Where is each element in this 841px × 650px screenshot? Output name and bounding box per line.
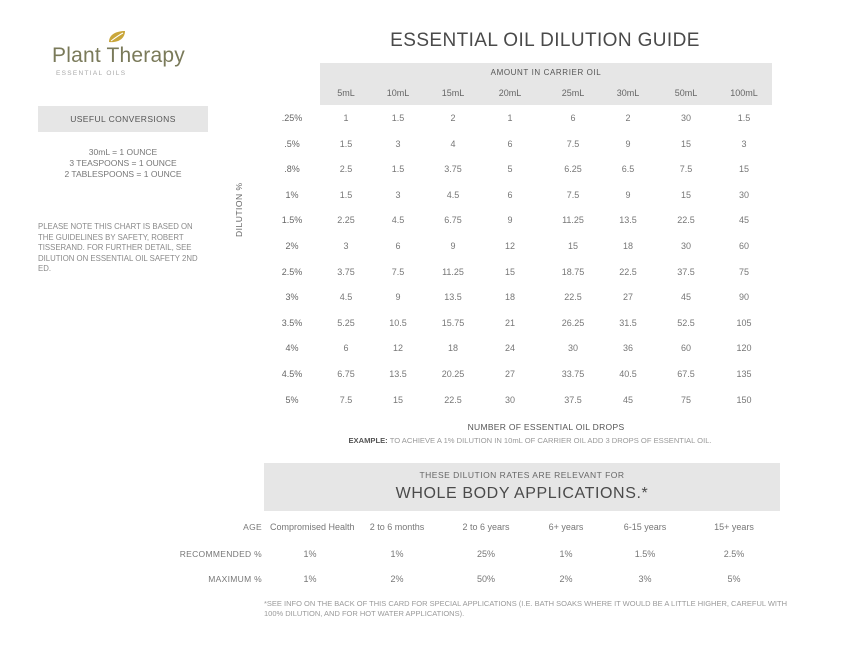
drop-count-cell: 18	[504, 292, 515, 303]
conversions-heading: USEFUL CONVERSIONS	[38, 106, 208, 132]
recommended-label: RECOMMENDED %	[179, 549, 262, 559]
drop-count-cell: 7.5	[391, 266, 405, 277]
drop-count-cell: 30	[680, 113, 691, 123]
drop-count-cell: 22.5	[619, 266, 637, 277]
drop-count-cell: 15.75	[441, 317, 465, 328]
volume-header: 25mL	[561, 88, 585, 98]
drop-count-cell: 11.25	[562, 215, 584, 226]
example-lead: EXAMPLE:	[348, 436, 388, 445]
drop-count-cell: 9	[625, 189, 631, 200]
drop-count-cell: 5.25	[337, 317, 355, 328]
drop-count-cell: 105	[736, 317, 752, 328]
drop-count-cell: 60	[680, 343, 691, 354]
age-group: 15+ years	[714, 522, 754, 532]
drop-count-cell: 9	[395, 292, 401, 303]
drop-count-cell: 4.5	[339, 292, 353, 303]
maximum-value: 3%	[638, 574, 652, 584]
drop-count-cell: 7.5	[566, 189, 580, 200]
drop-count-cell: 7.5	[679, 164, 693, 175]
drop-count-cell: 60	[738, 241, 749, 251]
drop-count-cell: 75	[680, 394, 691, 405]
volume-header: 50mL	[674, 88, 698, 98]
drop-count-cell: 3	[395, 189, 401, 200]
drop-count-cell: 37.5	[677, 266, 695, 277]
dilution-percent: 3.5%	[281, 317, 303, 328]
drop-count-cell: 1.5	[737, 113, 751, 123]
drop-count-cell: 3.75	[444, 164, 462, 175]
drop-count-cell: 2	[625, 113, 631, 123]
drops-label: NUMBER OF ESSENTIAL OIL DROPS	[467, 422, 625, 432]
footnote: *SEE INFO ON THE BACK OF THIS CARD FOR SPECIAL APPLICATIONS (I.E. BATH SOAKS WHERE IT WOULD BE A LITTLE HIGHER, CAREFUL WITH 100% DILUTION, AND FOR HOT WATER APPLICATIONS).	[264, 599, 788, 618]
age-group: Compromised Health	[270, 522, 355, 532]
age-group: 2 to 6 years	[462, 522, 510, 532]
drop-count-cell: 15	[738, 164, 749, 175]
drop-count-cell: 22.5	[677, 215, 695, 226]
brand-logo	[52, 30, 202, 80]
volume-header: 100mL	[730, 88, 758, 98]
drop-count-cell: 15	[680, 189, 691, 200]
drop-count-cell: 120	[736, 343, 752, 354]
drop-count-cell: 1.5	[339, 138, 353, 149]
recommended-value: 25%	[476, 549, 495, 559]
drop-count-cell: 15	[504, 266, 515, 277]
drop-count-cell: 1	[343, 113, 349, 123]
drop-count-cell: 11.25	[442, 266, 464, 277]
leaf-icon	[107, 30, 127, 44]
volume-header: 15mL	[441, 88, 465, 98]
example-text	[250, 436, 810, 445]
age-group: 6+ years	[548, 522, 584, 532]
dilution-percent: 3%	[285, 292, 299, 303]
recommended-value: 1%	[559, 549, 573, 559]
drop-count-cell: 1.5	[391, 164, 405, 175]
drop-count-cell: 22.5	[444, 394, 462, 405]
drop-count-cell: 4	[450, 138, 456, 149]
dilution-percent: 4.5%	[281, 369, 303, 379]
drop-count-cell: 37.5	[564, 394, 582, 405]
conversion-line: 3 TEASPOONS = 1 OUNCE	[69, 158, 177, 168]
drop-count-cell: 9	[625, 138, 631, 149]
drop-count-cell: 40.5	[619, 369, 637, 379]
drop-count-cell: 2.5	[339, 164, 353, 175]
drop-count-cell: 24	[504, 343, 515, 354]
recommended-value: 1%	[390, 549, 404, 559]
maximum-value: 2%	[390, 574, 404, 584]
drop-count-cell: 12	[504, 241, 515, 251]
drop-count-cell: 6	[395, 241, 401, 251]
drop-count-cell: 18	[447, 343, 458, 354]
drop-count-cell: 90	[738, 292, 749, 303]
dilution-percent: 4%	[285, 343, 299, 354]
drop-count-cell: 3	[741, 138, 747, 149]
maximum-value: 50%	[476, 574, 495, 584]
drop-count-cell: 1	[507, 113, 513, 123]
drop-count-cell: 67.5	[677, 369, 695, 379]
drop-count-cell: 52.5	[677, 317, 695, 328]
drop-count-cell: 7.5	[339, 394, 353, 405]
drop-count-cell: 1.5	[391, 113, 405, 123]
drop-count-cell: 15	[392, 394, 403, 405]
drop-count-cell: 9	[507, 215, 513, 226]
drop-count-cell: 15	[567, 241, 578, 251]
drop-count-cell: 6	[570, 113, 576, 123]
volume-header: 5mL	[337, 88, 355, 98]
drop-count-cell: 22.5	[564, 292, 582, 303]
drop-count-cell: 26.25	[561, 317, 585, 328]
dilution-percent: 1.5%	[281, 215, 303, 226]
whole-body-subtitle: THESE DILUTION RATES ARE RELEVANT FOR	[419, 470, 625, 480]
drop-count-cell: 36	[622, 343, 633, 354]
drop-count-cell: 6	[507, 189, 513, 200]
dilution-percent: .8%	[284, 164, 300, 175]
drop-count-cell: 45	[622, 394, 633, 405]
drop-count-cell: 30	[680, 241, 691, 251]
safety-note: PLEASE NOTE THIS CHART IS BASED ON THE GUIDELINES BY SAFETY, ROBERT TISSERAND. FOR FURTHER DETAIL, SEE DILUTION ON ESSENTIAL OIL SAFETY 2ND ED.	[38, 222, 198, 274]
drop-count-cell: 12	[392, 343, 403, 354]
drop-count-cell: 20.25	[441, 369, 465, 379]
drop-count-cell: 13.5	[389, 369, 407, 379]
drop-count-cell: 7.5	[566, 138, 580, 149]
conversion-line: 2 TABLESPOONS = 1 OUNCE	[64, 169, 182, 179]
maximum-label: MAXIMUM %	[208, 574, 262, 584]
carrier-oil-heading: AMOUNT IN CARRIER OIL	[490, 68, 602, 77]
dilution-percent: .5%	[284, 138, 300, 149]
drop-count-cell: 10.5	[389, 317, 407, 328]
drop-count-cell: 6.75	[337, 369, 355, 379]
age-label: AGE	[243, 522, 262, 532]
drop-count-cell: 3	[395, 138, 401, 149]
drop-count-cell: 13.5	[444, 292, 462, 303]
drop-count-cell: 45	[738, 215, 749, 226]
drop-count-cell: 4.5	[391, 215, 405, 226]
drop-count-cell: 5	[507, 164, 513, 175]
drop-count-cell: 27	[622, 292, 633, 303]
drop-count-cell: 30	[504, 394, 515, 405]
drop-count-cell: 6.25	[564, 164, 582, 175]
dilution-percent: 1%	[285, 189, 299, 200]
drop-count-cell: 6.5	[621, 164, 635, 175]
drop-count-cell: 33.75	[561, 369, 585, 379]
drop-count-cell: 31.5	[619, 317, 637, 328]
drop-count-cell: 2.25	[337, 215, 355, 226]
dilution-percent: 5%	[285, 394, 299, 405]
dilution-side-label: DILUTION %	[234, 182, 244, 237]
drop-count-cell: 45	[680, 292, 691, 303]
drop-count-cell: 3	[343, 241, 349, 251]
drop-count-cell: 2	[450, 113, 456, 123]
drop-count-cell: 4.5	[446, 189, 460, 200]
maximum-value: 1%	[303, 574, 317, 584]
whole-body-title: WHOLE BODY APPLICATIONS.*	[395, 485, 649, 502]
recommended-value: 1%	[303, 549, 317, 559]
drop-count-cell: 6	[343, 343, 349, 354]
drop-count-cell: 6	[507, 138, 513, 149]
drop-count-cell: 6.75	[444, 215, 462, 226]
drop-count-cell: 135	[736, 369, 752, 379]
volume-header: 10mL	[386, 88, 410, 98]
dilution-percent: 2%	[285, 241, 299, 251]
age-group: 6-15 years	[623, 522, 667, 532]
drop-count-cell: 18.75	[561, 266, 585, 277]
recommended-value: 2.5%	[723, 549, 745, 559]
page-title: ESSENTIAL OIL DILUTION GUIDE	[390, 30, 700, 51]
drop-count-cell: 150	[736, 394, 752, 405]
age-group: 2 to 6 months	[369, 522, 425, 532]
recommended-value: 1.5%	[634, 549, 656, 559]
conversion-line: 30mL = 1 OUNCE	[88, 147, 158, 157]
drop-count-cell: 1.5	[339, 189, 353, 200]
volume-header: 20mL	[498, 88, 522, 98]
dilution-percent: 2.5%	[281, 266, 303, 277]
drop-count-cell: 3.75	[337, 266, 355, 277]
dilution-percent: .25%	[281, 113, 303, 123]
drop-count-cell: 30	[567, 343, 578, 354]
maximum-value: 5%	[727, 574, 741, 584]
maximum-value: 2%	[559, 574, 573, 584]
drop-count-cell: 15	[680, 138, 691, 149]
drop-count-cell: 75	[738, 266, 749, 277]
conversions-list	[38, 147, 208, 180]
example-body: TO ACHIEVE A 1% DILUTION IN 10mL OF CARRIER OIL ADD 3 DROPS OF ESSENTIAL OIL.	[387, 436, 712, 445]
drop-count-cell: 9	[450, 241, 456, 251]
drop-count-cell: 18	[622, 241, 633, 251]
brand-tagline: ESSENTIAL OILS	[56, 70, 127, 77]
drop-count-cell: 27	[504, 369, 515, 379]
volume-header: 30mL	[616, 88, 640, 98]
brand-name: Plant Therapy	[52, 44, 185, 67]
drop-count-cell: 13.5	[619, 215, 637, 226]
drop-count-cell: 21	[504, 317, 515, 328]
drop-count-cell: 30	[738, 189, 749, 200]
